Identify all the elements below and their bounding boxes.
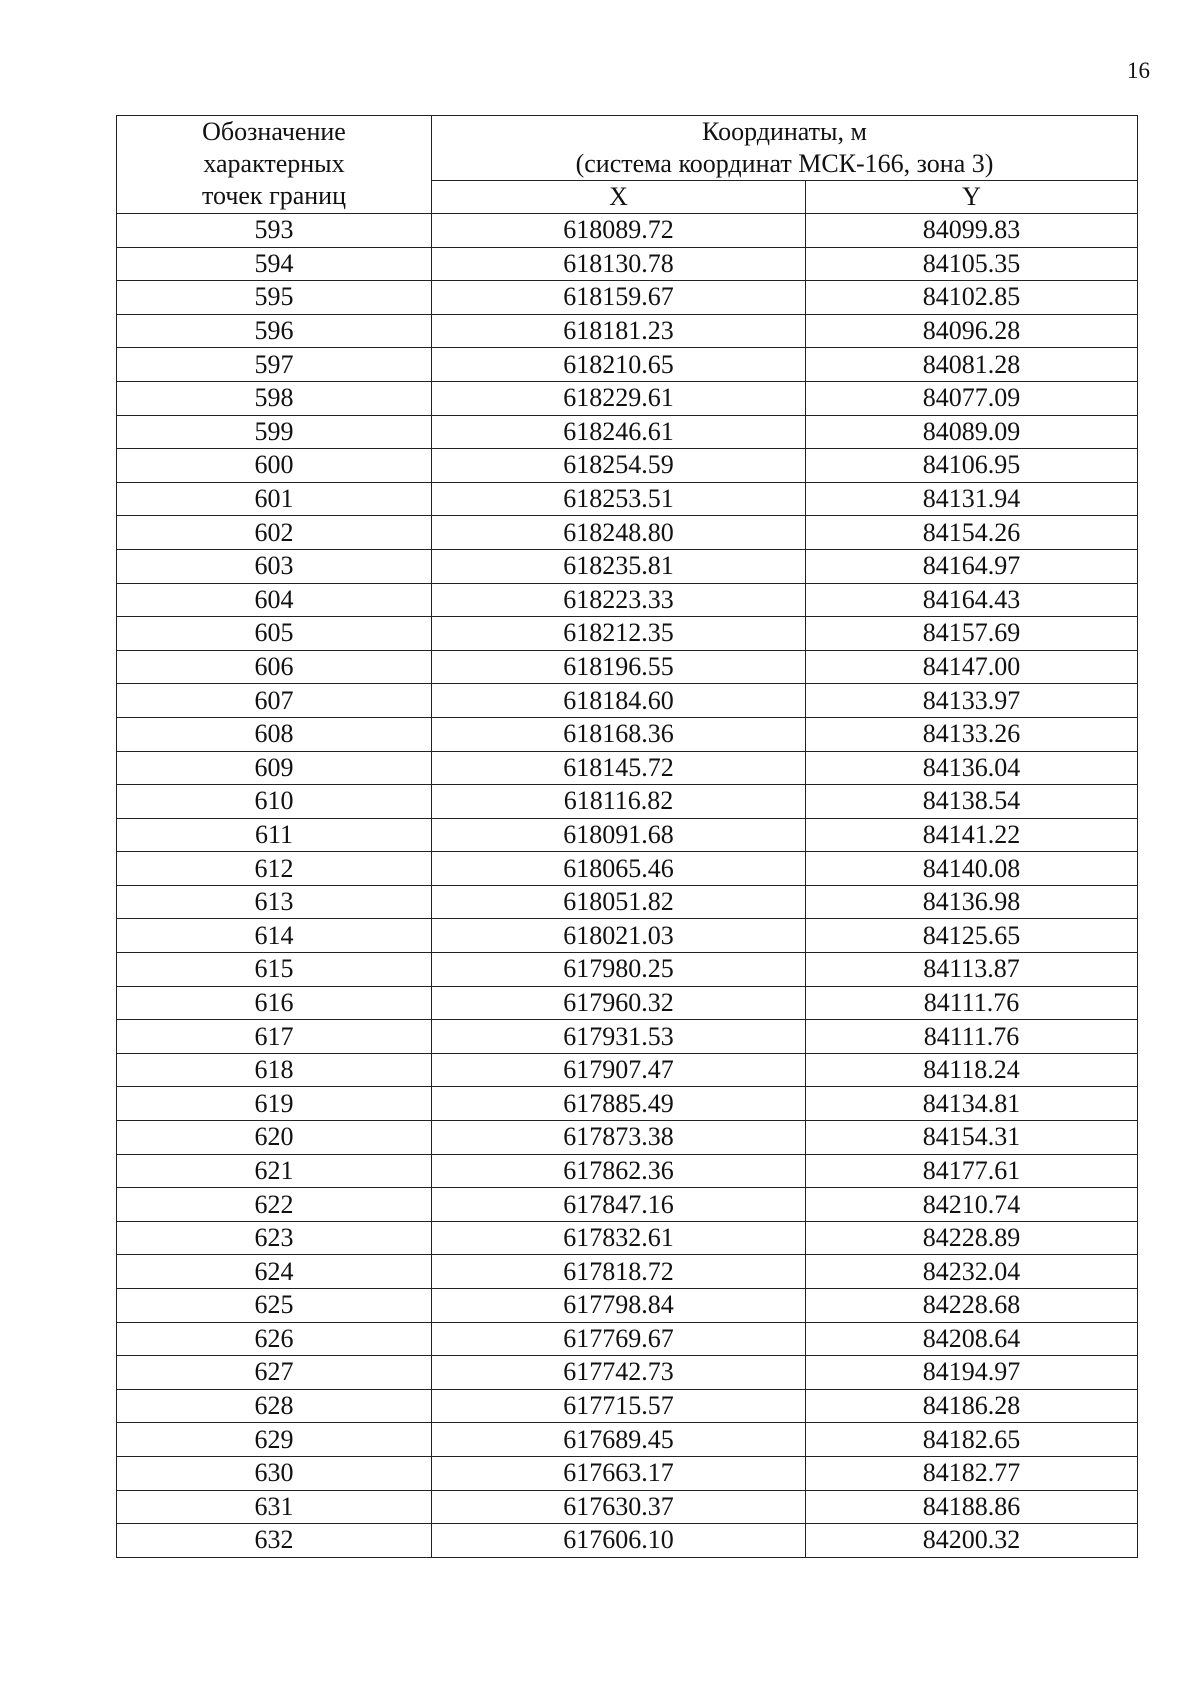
- y-coordinate-cell: 84154.26: [806, 516, 1138, 550]
- table-row: [117, 885, 1138, 919]
- x-coordinate-cell: 618130.78: [432, 247, 806, 281]
- y-coordinate-cell: 84186.28: [806, 1389, 1138, 1423]
- x-coordinate-cell: 617630.37: [432, 1490, 806, 1524]
- x-coordinate-cell: 618159.67: [432, 281, 806, 315]
- point-number-cell: 595: [117, 281, 432, 315]
- x-coordinate-cell: 617818.72: [432, 1255, 806, 1289]
- table-row: [117, 348, 1138, 382]
- x-coordinate-cell: 618253.51: [432, 482, 806, 516]
- table-row: [117, 1322, 1138, 1356]
- table-row: [117, 1389, 1138, 1423]
- x-coordinate-cell: 617847.16: [432, 1188, 806, 1222]
- point-number-cell: 610: [117, 785, 432, 819]
- y-coordinate-cell: 84102.85: [806, 281, 1138, 315]
- table-row: [117, 953, 1138, 987]
- point-number-cell: 609: [117, 751, 432, 785]
- point-number-cell: 631: [117, 1490, 432, 1524]
- point-number-cell: 605: [117, 617, 432, 651]
- point-number-cell: 596: [117, 314, 432, 348]
- y-coordinate-cell: 84228.68: [806, 1289, 1138, 1323]
- x-coordinate-cell: 618021.03: [432, 919, 806, 953]
- x-coordinate-cell: 618235.81: [432, 549, 806, 583]
- table-row: [117, 1255, 1138, 1289]
- y-coordinate-cell: 84194.97: [806, 1356, 1138, 1390]
- table-row: [117, 1356, 1138, 1390]
- point-number-cell: 632: [117, 1524, 432, 1558]
- table-row: [117, 1423, 1138, 1457]
- y-coordinate-cell: 84164.97: [806, 549, 1138, 583]
- table-row: [117, 1154, 1138, 1188]
- y-coordinate-cell: 84111.76: [806, 986, 1138, 1020]
- table-row: [117, 247, 1138, 281]
- table-row: [117, 1188, 1138, 1222]
- x-coordinate-cell: 617832.61: [432, 1221, 806, 1255]
- table-header: [117, 116, 1138, 214]
- table-row: [117, 1524, 1138, 1558]
- x-coordinate-cell: 618091.68: [432, 818, 806, 852]
- table-row: [117, 919, 1138, 953]
- y-coordinate-cell: 84136.98: [806, 885, 1138, 919]
- header-y: Y: [806, 181, 1138, 214]
- table-row: [117, 684, 1138, 718]
- header-coordinates-title: Координаты, м: [702, 117, 867, 146]
- point-number-cell: 600: [117, 449, 432, 483]
- x-coordinate-cell: 618223.33: [432, 583, 806, 617]
- y-coordinate-cell: 84210.74: [806, 1188, 1138, 1222]
- table-row: [117, 549, 1138, 583]
- header-designation-line: точек границ: [201, 181, 347, 210]
- y-coordinate-cell: 84182.65: [806, 1423, 1138, 1457]
- point-number-cell: 601: [117, 482, 432, 516]
- point-number-cell: 627: [117, 1356, 432, 1390]
- table-row: [117, 717, 1138, 751]
- y-coordinate-cell: 84138.54: [806, 785, 1138, 819]
- point-number-cell: 606: [117, 650, 432, 684]
- x-coordinate-cell: 618229.61: [432, 381, 806, 415]
- header-designation: [117, 116, 432, 214]
- point-number-cell: 626: [117, 1322, 432, 1356]
- y-coordinate-cell: 84125.65: [806, 919, 1138, 953]
- x-coordinate-cell: 618051.82: [432, 885, 806, 919]
- y-coordinate-cell: 84164.43: [806, 583, 1138, 617]
- point-number-cell: 612: [117, 852, 432, 886]
- x-coordinate-cell: 618254.59: [432, 449, 806, 483]
- point-number-cell: 622: [117, 1188, 432, 1222]
- table-row: [117, 617, 1138, 651]
- header-designation-line: характерных: [203, 149, 345, 178]
- y-coordinate-cell: 84133.97: [806, 684, 1138, 718]
- header-x: X: [432, 181, 806, 214]
- point-number-cell: 623: [117, 1221, 432, 1255]
- point-number-cell: 619: [117, 1087, 432, 1121]
- point-number-cell: 611: [117, 818, 432, 852]
- point-number-cell: 608: [117, 717, 432, 751]
- coordinates-table: [116, 115, 1138, 1558]
- point-number-cell: 613: [117, 885, 432, 919]
- y-coordinate-cell: 84089.09: [806, 415, 1138, 449]
- y-coordinate-cell: 84182.77: [806, 1456, 1138, 1490]
- y-coordinate-cell: 84081.28: [806, 348, 1138, 382]
- x-coordinate-cell: 617606.10: [432, 1524, 806, 1558]
- table-row: [117, 1221, 1138, 1255]
- point-number-cell: 602: [117, 516, 432, 550]
- table-row: [117, 785, 1138, 819]
- point-number-cell: 604: [117, 583, 432, 617]
- point-number-cell: 624: [117, 1255, 432, 1289]
- x-coordinate-cell: 618184.60: [432, 684, 806, 718]
- y-coordinate-cell: 84136.04: [806, 751, 1138, 785]
- x-coordinate-cell: 617931.53: [432, 1020, 806, 1054]
- x-coordinate-cell: 617798.84: [432, 1289, 806, 1323]
- x-coordinate-cell: 617980.25: [432, 953, 806, 987]
- x-coordinate-cell: 618065.46: [432, 852, 806, 886]
- x-coordinate-cell: 618145.72: [432, 751, 806, 785]
- table-row: [117, 314, 1138, 348]
- x-coordinate-cell: 618196.55: [432, 650, 806, 684]
- x-coordinate-cell: 617663.17: [432, 1456, 806, 1490]
- y-coordinate-cell: 84208.64: [806, 1322, 1138, 1356]
- point-number-cell: 618: [117, 1053, 432, 1087]
- table-row: [117, 415, 1138, 449]
- point-number-cell: 614: [117, 919, 432, 953]
- y-coordinate-cell: 84147.00: [806, 650, 1138, 684]
- point-number-cell: 615: [117, 953, 432, 987]
- y-coordinate-cell: 84228.89: [806, 1221, 1138, 1255]
- y-coordinate-cell: 84105.35: [806, 247, 1138, 281]
- x-coordinate-cell: 618181.23: [432, 314, 806, 348]
- y-coordinate-cell: 84141.22: [806, 818, 1138, 852]
- x-coordinate-cell: 617873.38: [432, 1121, 806, 1155]
- table-row: [117, 1490, 1138, 1524]
- point-number-cell: 603: [117, 549, 432, 583]
- page-number: 16: [1127, 58, 1150, 83]
- x-coordinate-cell: 617862.36: [432, 1154, 806, 1188]
- y-coordinate-cell: 84099.83: [806, 214, 1138, 248]
- table-row: [117, 1289, 1138, 1323]
- point-number-cell: 630: [117, 1456, 432, 1490]
- x-coordinate-cell: 618248.80: [432, 516, 806, 550]
- table-row: [117, 751, 1138, 785]
- point-number-cell: 617: [117, 1020, 432, 1054]
- table-row: [117, 650, 1138, 684]
- y-coordinate-cell: 84154.31: [806, 1121, 1138, 1155]
- y-coordinate-cell: 84077.09: [806, 381, 1138, 415]
- y-coordinate-cell: 84140.08: [806, 852, 1138, 886]
- point-number-cell: 599: [117, 415, 432, 449]
- y-coordinate-cell: 84106.95: [806, 449, 1138, 483]
- x-coordinate-cell: 618168.36: [432, 717, 806, 751]
- point-number-cell: 620: [117, 1121, 432, 1155]
- table-row: [117, 214, 1138, 248]
- table-row: [117, 1020, 1138, 1054]
- x-coordinate-cell: 617885.49: [432, 1087, 806, 1121]
- y-coordinate-cell: 84200.32: [806, 1524, 1138, 1558]
- table-row: [117, 852, 1138, 886]
- point-number-cell: 616: [117, 986, 432, 1020]
- point-number-cell: 628: [117, 1389, 432, 1423]
- y-coordinate-cell: 84096.28: [806, 314, 1138, 348]
- y-coordinate-cell: 84188.86: [806, 1490, 1138, 1524]
- table-row: [117, 381, 1138, 415]
- point-number-cell: 621: [117, 1154, 432, 1188]
- header-coordinates: [432, 116, 1138, 181]
- x-coordinate-cell: 617689.45: [432, 1423, 806, 1457]
- x-coordinate-cell: 617742.73: [432, 1356, 806, 1390]
- x-coordinate-cell: 618212.35: [432, 617, 806, 651]
- table-row: [117, 1456, 1138, 1490]
- y-coordinate-cell: 84118.24: [806, 1053, 1138, 1087]
- table-row: [117, 583, 1138, 617]
- y-coordinate-cell: 84111.76: [806, 1020, 1138, 1054]
- table-row: [117, 1087, 1138, 1121]
- y-coordinate-cell: 84131.94: [806, 482, 1138, 516]
- table-body: [117, 214, 1138, 1558]
- table-row: [117, 449, 1138, 483]
- point-number-cell: 629: [117, 1423, 432, 1457]
- x-coordinate-cell: 617715.57: [432, 1389, 806, 1423]
- table-row: [117, 818, 1138, 852]
- point-number-cell: 597: [117, 348, 432, 382]
- x-coordinate-cell: 618210.65: [432, 348, 806, 382]
- y-coordinate-cell: 84113.87: [806, 953, 1138, 987]
- point-number-cell: 593: [117, 214, 432, 248]
- header-designation-line: Обозначение: [202, 117, 346, 146]
- x-coordinate-cell: 617769.67: [432, 1322, 806, 1356]
- table-row: [117, 1053, 1138, 1087]
- table-row: [117, 482, 1138, 516]
- table-row: [117, 516, 1138, 550]
- y-coordinate-cell: 84177.61: [806, 1154, 1138, 1188]
- table-row: [117, 1121, 1138, 1155]
- x-coordinate-cell: 617960.32: [432, 986, 806, 1020]
- y-coordinate-cell: 84133.26: [806, 717, 1138, 751]
- x-coordinate-cell: 618116.82: [432, 785, 806, 819]
- header-coordinate-system: (система координат МСК-166, зона 3): [575, 149, 994, 178]
- table-row: [117, 281, 1138, 315]
- point-number-cell: 598: [117, 381, 432, 415]
- x-coordinate-cell: 617907.47: [432, 1053, 806, 1087]
- x-coordinate-cell: 618246.61: [432, 415, 806, 449]
- table-row: [117, 986, 1138, 1020]
- y-coordinate-cell: 84232.04: [806, 1255, 1138, 1289]
- y-coordinate-cell: 84157.69: [806, 617, 1138, 651]
- x-coordinate-cell: 618089.72: [432, 214, 806, 248]
- point-number-cell: 594: [117, 247, 432, 281]
- y-coordinate-cell: 84134.81: [806, 1087, 1138, 1121]
- point-number-cell: 625: [117, 1289, 432, 1323]
- point-number-cell: 607: [117, 684, 432, 718]
